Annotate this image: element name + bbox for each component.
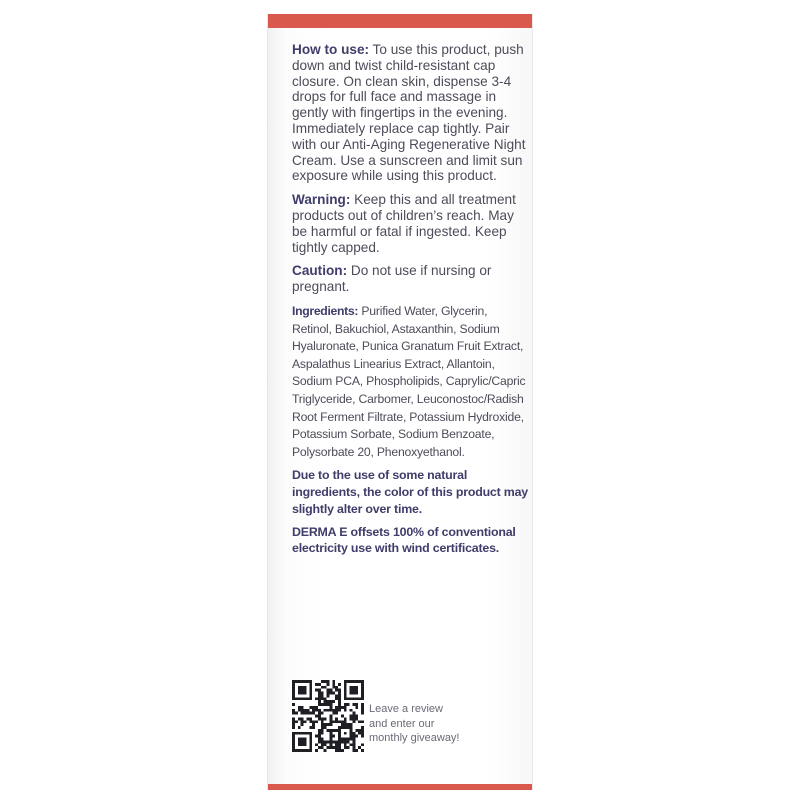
warning-text: Keep this and all treatment products out of children’s reach. May be harmful or fatal if ingested. Keep tightly capped. (292, 192, 516, 255)
wind-energy-note: DERMA E offsets 100% of conventional electricity use with wind certificates. (292, 524, 516, 556)
qr-caption-line: Leave a review (369, 703, 443, 715)
bottom-color-band (268, 784, 532, 790)
how-to-use-heading: How to use: (292, 42, 370, 57)
qr-caption-line: monthly giveaway! (369, 732, 460, 744)
warning-heading: Warning: (292, 192, 351, 208)
label-text-area (292, 42, 528, 563)
caution-heading: Caution: (292, 263, 348, 279)
natural-ingredients-note: Due to the use of some natural ingredients, the color of this product may slightly alter over time. (292, 468, 528, 516)
ingredients-text: Purified Water, Glycerin, Retinol, Bakuchiol, Astaxanthin, Sodium Hyaluronate, Punica Granatum Fruit Extract, Aspalathus Linearius Extract, Allantoin, Sodium PCA, Phospholipids, Caprylic/Capric Triglyceride, Carbomer, Leuconostoc/Radish Root Ferment Filtrate, Potassium Hydroxide, Potassium Sorbate, Sodium Benzoate, Polysorbate 20, Phenoxyethanol. (292, 303, 526, 459)
caution-paragraph (292, 263, 528, 295)
qr-code-icon[interactable] (292, 680, 364, 752)
top-color-band (268, 14, 532, 28)
review-qr-block (292, 680, 522, 752)
how-to-use-paragraph (292, 42, 528, 184)
qr-caption-line: and enter our (369, 717, 435, 730)
caution-text: Do not use if nursing or pregnant. (292, 263, 492, 295)
qr-caption (369, 702, 499, 746)
product-box-side-panel (268, 14, 532, 790)
how-to-use-text: To use this product, push down and twist child-resistant cap closure. On clean skin, dispense 3-4 drops for full face and massage in gently with fingertips in the evening. Immediately replace cap tightly. Pair with our Anti-Aging Regenerative Night Cream. Use a sunscreen and limit sun exposure while using this product. (292, 42, 526, 184)
ingredients-paragraph (292, 303, 528, 461)
warning-paragraph (292, 192, 528, 255)
ingredients-heading: Ingredients: (292, 303, 359, 318)
